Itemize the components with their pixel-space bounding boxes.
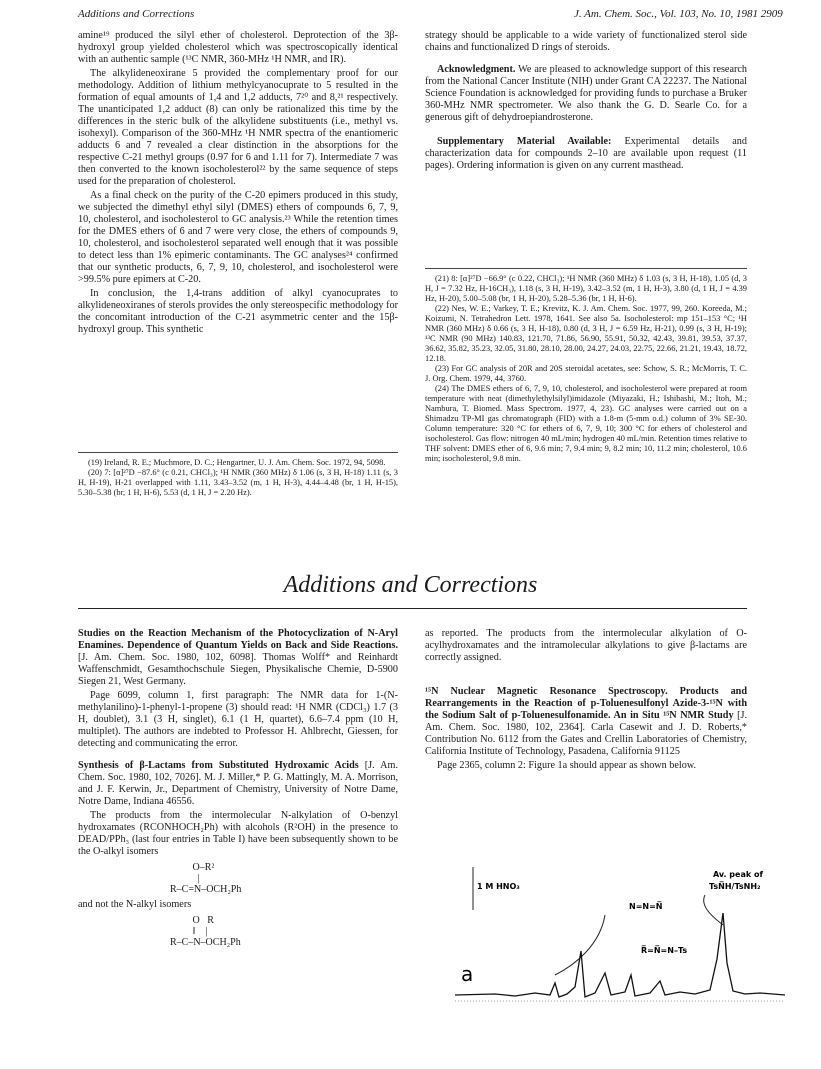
correction-entry: [78, 760, 398, 808]
footnote-rule: [425, 268, 747, 269]
annotation-arrow: [704, 895, 723, 925]
correction-entry: [78, 628, 398, 688]
acknowledgment-label: Acknowledgment.: [437, 64, 516, 75]
supplementary-label: Supplementary Material Available:: [437, 136, 612, 147]
footnote: (19) Ireland, R. E.; Muchmore, D. C.; Hengartner, U. J. Am. Chem. Soc. 1972, 94, 5098.: [88, 458, 386, 467]
footnote: (23) For GC analysis of 20R and 20S steroidal acetates, see: Schow, S. R.; McMorris, T. C. J. Org. Chem. 1979, 44, 3760.: [425, 364, 747, 383]
correction-title: Synthesis of β-Lactams from Substituted Hydroxamic Acids: [78, 760, 359, 771]
correction-title: Studies on the Reaction Mechanism of the Photocyclization of N-Aryl Enamines. Dependence of Quantum Yields on Back and Side Reactions.: [78, 628, 398, 651]
footnote-rule: [78, 452, 398, 453]
correction-citation: [J. Am. Chem. Soc. 1980, 102, 6098]. Thomas Wolff* and Reinhardt Waffenschmidt, Gesamthochschule Siegen, Physikalische Chemie, D-5900 Siegen 21, West Germany.: [78, 652, 398, 687]
correction-citation: [J. Am. Chem. Soc. 1980, 102, 2364]. Carla Casewit and J. D. Roberts,* Contribution No. 6112 from the Gates and Crellin Laboratories of Chemistry, California Institute of Technology, Pasadena, California 91125: [425, 710, 747, 757]
supplementary-material: Supplementary Material Available: Experimental details and characterization data for compounds 2–10 are available upon request (11 pages). Ordering information is given on any current masthead.: [425, 136, 747, 171]
correction-title: ¹⁵N Nuclear Magnetic Resonance Spectroscopy. Products and Rearrangements in the Reaction of p-Toluenesulfonyl Azide-3-¹⁵N with the Sodium Salt of p-Toluenesulfonamide. An in Situ ¹⁵N NMR Study: [425, 686, 747, 721]
label-hno3: 1 M HNO₃: [477, 882, 520, 891]
figure-1a: [455, 855, 785, 1055]
annotation-arrow: [555, 915, 605, 975]
paragraph: In conclusion, the 1,4-trans addition of alkyl cyanocuprates to alkylideneoxiranes of sterols provides the only stereospecific methodology for the concomitant introduction of the C-21 asymmetric center and the 15β-hydroxyl group. This synthetic: [78, 288, 398, 335]
structure-o-alkyl: O–R² | R–C=N–OCH₂Ph: [170, 862, 242, 895]
paragraph: as reported. The products from the intermolecular alkylation of O-acylhydroxamates and the intramolecular alkylations to give β-lactams are correctly assigned.: [425, 628, 747, 663]
correction-entry: [425, 686, 747, 758]
running-head-right: J. Am. Chem. Soc., Vol. 103, No. 10, 1981 2909: [574, 8, 783, 20]
label-tsnh: TsN̅H/TsNH₂: [709, 882, 761, 891]
panel-label: a: [461, 962, 474, 986]
section-heading: Additions and Corrections: [283, 572, 538, 598]
paragraph: strategy should be applicable to a wide variety of functionalized sterol side chains and functionalized D rings of steroids.: [425, 30, 747, 53]
paragraph: Page 2365, column 2: Figure 1a should appear as shown below.: [437, 760, 697, 771]
label-nnn: N=N=N̅: [629, 902, 663, 911]
paragraph: Page 6099, column 1, first paragraph: The NMR data for 1-(N-methylanilino)-1-phenyl-1-propene (3) should read: ¹H NMR (CDCl₃) 1.7 (3 H, doublet), 3.1 (3 H, singlet), 6.1 (1 H, quartet), 6.6–7.4 ppm (10 H, multiplet). The authors are indebted to Professor H. Ahlbrecht, Giessen, for detecting and communicating the error.: [78, 690, 398, 749]
correction-citation: [J. Am. Chem. Soc. 1980, 102, 7026]. M. J. Miller,* P. G. Mattingly, M. A. Morrison, and J. F. Kerwin, Jr., Department of Chemistry, University of Notre Dame, Notre Dame, Indiana 46556.: [78, 760, 399, 807]
footnote: (24) The DMES ethers of 6, 7, 9, 10, cholesterol, and isocholesterol were prepared at room temperature with neat (dimethylethylsilyl)imidazole (Miyazaki, H.; Ishibashi, M.; Itoh, M.; Nambura, T. Biomed. Mass Spectrom. 1977, 4, 23). GC analyses were carried out on a Shimadzu TP-MI gas chromatograph (FID) with a 1.8-m (5-mm o.d.) column of 3% SE-30. Column temperature: 320 °C for ethers of 6, 7, 9, 10; 300 °C for ethers of cholesterol and isocholesterol. Gas flow: nitrogen 40 mL/min; hydrogen 40 mL/min. Retention times relative to THF solvent: DMES ether of 6, 9.6 min; 7, 9.4 min; 9, 8.2 min; 10, 11.2 min; cholesterol, 10.6 min; isocholesterol, 9.8 min.: [425, 384, 747, 463]
paragraph: and not the N-alkyl isomers: [78, 899, 192, 910]
paragraph: amine¹⁹ produced the silyl ether of cholesterol. Deprotection of the 3β-hydroxyl group yielded cholesterol which was spectroscopically identical with an authentic sample (¹³C NMR, 360-MHz ¹H NMR, and IR).: [78, 30, 398, 65]
paragraph: The alkylideneoxirane 5 provided the complementary proof for our methodology. Addition of lithium methylcyanocuprate to 5 resulted in the formation of equal amounts of 1,4 and 1,2 adducts, 7²⁰ and 8,²¹ respectively. The unanticipated 1,2 adduct (8) can only be rationalized this time by the differences in the steric bulk of the alkylidene substituents (i.e., methyl vs. isohexyl). Comparison of the 360-MHz ¹H NMR spectra of the enantiomeric adducts 6 and 7 revealed a clear distinction in the absorptions for the respective C-21 methyl groups (0.97 for 6 and 1.11 for 7). Intermediate 7 was then converted to the known isocholesterol²² by the same sequence of steps used for the preparation of cholesterol.: [78, 68, 398, 187]
top-right-column: [425, 30, 747, 174]
bottom-left-column: [78, 628, 398, 948]
top-left-column: [78, 30, 398, 338]
label-rnts: R̅=N̅=N–Ts: [641, 946, 688, 955]
spectrum-plot: [455, 855, 785, 1055]
paragraph: As a final check on the purity of the C-20 epimers produced in this study, we subjected the dimethyl ethyl silyl (DMES) ethers of compounds 6, 7, 9, 10, cholesterol, and isocholesterol to GC analysis.²³ While the retention times for the DMES ethers of 6 and 7 were very close, the ethers of compounds 9, 10, cholesterol, and isocholesterol separated well enough that it was possible to detect less than 1% epimeric contaminants. The GC analyses²⁴ confirmed that our synthetic products, 6, 7, 9, 10, cholesterol, and isocholesterol were >99.5% pure epimers at C-20.: [78, 190, 398, 285]
label-av-peak: Av. peak of: [713, 870, 763, 879]
footnotes-left: [78, 458, 398, 498]
running-head-left: Additions and Corrections: [78, 8, 195, 20]
spectrum-trace: [455, 913, 785, 997]
footnote: (21) 8: [α]²⁷D −66.9° (c 0.22, CHCl₃); ¹H NMR (360 MHz) δ 1.03 (s, 3 H, H-18), 1.05 (d, 3 H, J = 7.32 Hz, H-16CH₃), 1.18 (s, 3 H, H-19), 3.42–3.52 (m, 1 H, H-3), 3.80 (d, 1 H, J = 4.39 Hz, H-20), 5.00–5.08 (br, 1 H, H-20), 5.28–5.36 (br, 1 H, H-6).: [425, 274, 747, 303]
bottom-right-column: [425, 628, 747, 774]
footnote: (20) 7: [α]²⁷D −87.6° (c 0.21, CHCl₃); ¹H NMR (360 MHz) δ 1.06 (s, 3 H, H-18) 1.11 (s, 3 H, H-19), H-21 overlapped with 1.11, 3.43–3.52 (m, 1 H, H-3), 4.44–4.48 (br, 1 H, H-15), 5.30–5.38 (br, 1 H, H-6), 5.53 (d, 1 H, J = 2.20 Hz).: [78, 468, 398, 497]
footnotes-right: [425, 274, 747, 464]
footnote: (22) Nes, W. E.; Varkey, T. E.; Krevitz, K. J. Am. Chem. Soc. 1977, 99, 260. Koreeda, M.; Koizumi, N. Tetrahedron Lett. 1978, 1641. See also 5a. Isocholesterol: mp 151–153 °C; ¹H NMR (360 MHz) δ 0.66 (s, 3 H, H-18), 0.80 (d, 3 H, J = 6.59 Hz, H-21), 0.99 (s, 3 H, H-19); ¹³C NMR (90 MHz) 140.83, 121.70, 71.86, 56.90, 55.91, 50.32, 42.43, 39.81, 39.53, 37.37, 36.62, 35.82, 35.23, 32.05, 31.80, 28.10, 28.00, 24.27, 24.03, 22.75, 22.66, 21.21, 19.43, 18.72, 12.18.: [425, 304, 747, 363]
paragraph: The products from the intermolecular N-alkylation of O-benzyl hydroxamates (RCONHOCH₂Ph) with alcohols (R²OH) in the presence to DEAD/PPh₃ (last four entries in Table I) have been subsequently shown to be the O-alkyl isomers: [78, 810, 398, 857]
acknowledgment: Acknowledgment. We are pleased to acknowledge support of this research from the National Cancer Institute (NIH) under Grant CA 22237. The National Science Foundation is acknowledged for providing funds to purchase a Bruker 360-MHz NMR spectrometer. We also thank the G. D. Searle Co. for a generous gift of dehydroepiandrosterone.: [425, 64, 747, 123]
section-rule: [78, 608, 747, 609]
structure-n-alkyl: O R ‖ | R–C–N–OCH₂Ph: [170, 915, 241, 948]
